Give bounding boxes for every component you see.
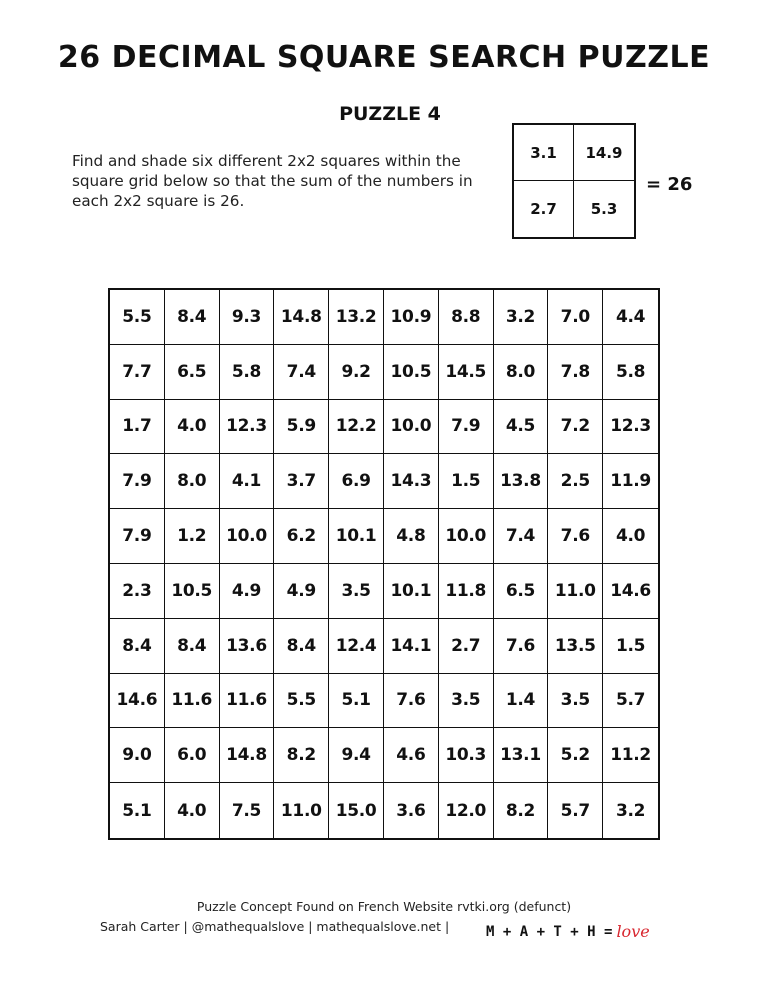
instructions-text: Find and shade six different 2x2 squares within the square grid below so that the sum of the numbers in each 2x2 square is 26.	[72, 152, 473, 210]
grid-cell[interactable]: 7.7	[110, 345, 165, 400]
grid-cell[interactable]: 13.2	[329, 290, 384, 345]
grid-cell[interactable]: 10.9	[384, 290, 439, 345]
grid-cell[interactable]: 7.4	[494, 509, 549, 564]
grid-cell[interactable]: 14.8	[220, 728, 275, 783]
grid-cell[interactable]: 7.2	[548, 400, 603, 455]
example-2x2-square	[512, 123, 636, 239]
puzzle-number: PUZZLE 4	[339, 103, 441, 125]
grid-cell[interactable]: 13.8	[494, 454, 549, 509]
grid-cell[interactable]: 4.8	[384, 509, 439, 564]
grid-cell[interactable]: 11.0	[274, 783, 329, 838]
grid-cell[interactable]: 6.2	[274, 509, 329, 564]
grid-cell[interactable]: 4.5	[494, 400, 549, 455]
grid-cell[interactable]: 6.9	[329, 454, 384, 509]
grid-cell[interactable]: 10.0	[220, 509, 275, 564]
grid-cell[interactable]: 8.0	[494, 345, 549, 400]
grid-cell[interactable]: 5.8	[603, 345, 658, 400]
grid-cell[interactable]: 8.4	[165, 619, 220, 674]
grid-cell[interactable]: 5.7	[548, 783, 603, 838]
grid-cell[interactable]: 7.9	[439, 400, 494, 455]
grid-cell[interactable]: 11.9	[603, 454, 658, 509]
grid-cell[interactable]: 9.4	[329, 728, 384, 783]
grid-cell[interactable]: 2.7	[439, 619, 494, 674]
grid-cell[interactable]: 1.5	[603, 619, 658, 674]
grid-cell[interactable]: 10.5	[165, 564, 220, 619]
grid-cell[interactable]: 14.5	[439, 345, 494, 400]
grid-cell[interactable]: 5.1	[329, 674, 384, 729]
grid-cell[interactable]: 3.5	[439, 674, 494, 729]
grid-cell[interactable]: 7.8	[548, 345, 603, 400]
grid-cell[interactable]: 5.8	[220, 345, 275, 400]
grid-cell[interactable]: 11.0	[548, 564, 603, 619]
grid-cell[interactable]: 14.6	[603, 564, 658, 619]
puzzle-grid	[108, 288, 660, 840]
grid-cell[interactable]: 3.7	[274, 454, 329, 509]
grid-cell[interactable]: 7.0	[548, 290, 603, 345]
grid-cell[interactable]: 7.4	[274, 345, 329, 400]
grid-cell[interactable]: 12.4	[329, 619, 384, 674]
grid-cell[interactable]: 11.6	[220, 674, 275, 729]
grid-cell[interactable]: 6.0	[165, 728, 220, 783]
grid-cell[interactable]: 2.5	[548, 454, 603, 509]
grid-cell[interactable]: 4.0	[165, 400, 220, 455]
grid-cell[interactable]: 10.1	[329, 509, 384, 564]
grid-cell[interactable]: 14.6	[110, 674, 165, 729]
grid-cell[interactable]: 8.8	[439, 290, 494, 345]
page-title: 26 DECIMAL SQUARE SEARCH PUZZLE	[57, 40, 711, 75]
grid-cell[interactable]: 4.4	[603, 290, 658, 345]
grid-cell[interactable]: 8.4	[110, 619, 165, 674]
grid-cell[interactable]: 10.0	[384, 400, 439, 455]
logo-text: M + A + T + H =	[486, 923, 613, 940]
grid-cell[interactable]: 9.2	[329, 345, 384, 400]
grid-cell[interactable]: 4.0	[165, 783, 220, 838]
grid-cell[interactable]: 10.0	[439, 509, 494, 564]
grid-cell[interactable]: 12.3	[603, 400, 658, 455]
grid-cell[interactable]: 4.9	[274, 564, 329, 619]
example-cell: 14.9	[574, 125, 634, 181]
grid-cell[interactable]: 10.3	[439, 728, 494, 783]
grid-cell[interactable]: 9.3	[220, 290, 275, 345]
grid-cell[interactable]: 8.4	[165, 290, 220, 345]
grid-cell[interactable]: 4.6	[384, 728, 439, 783]
grid-cell[interactable]: 9.0	[110, 728, 165, 783]
grid-cell[interactable]: 13.1	[494, 728, 549, 783]
grid-cell[interactable]: 11.2	[603, 728, 658, 783]
grid-cell[interactable]: 15.0	[329, 783, 384, 838]
footer-credit: Puzzle Concept Found on French Website rvtki.org (defunct)	[196, 899, 572, 914]
math-equals-love-logo	[486, 922, 650, 941]
grid-cell[interactable]: 13.5	[548, 619, 603, 674]
grid-cell[interactable]: 1.4	[494, 674, 549, 729]
example-cell: 2.7	[514, 181, 574, 237]
grid-cell[interactable]: 7.5	[220, 783, 275, 838]
grid-cell[interactable]: 14.3	[384, 454, 439, 509]
grid-cell[interactable]: 3.5	[329, 564, 384, 619]
grid-cell[interactable]: 6.5	[165, 345, 220, 400]
grid-cell[interactable]: 12.3	[220, 400, 275, 455]
grid-cell[interactable]: 14.8	[274, 290, 329, 345]
grid-cell[interactable]: 7.6	[494, 619, 549, 674]
grid-cell[interactable]: 7.6	[384, 674, 439, 729]
grid-cell[interactable]: 12.0	[439, 783, 494, 838]
grid-cell[interactable]: 5.5	[110, 290, 165, 345]
grid-cell[interactable]: 3.6	[384, 783, 439, 838]
grid-cell[interactable]: 2.3	[110, 564, 165, 619]
grid-cell[interactable]: 7.6	[548, 509, 603, 564]
grid-cell[interactable]: 4.0	[603, 509, 658, 564]
grid-cell[interactable]: 7.9	[110, 509, 165, 564]
grid-cell[interactable]: 3.2	[615, 800, 646, 821]
grid-cell[interactable]: 8.0	[165, 454, 220, 509]
grid-cell[interactable]: 8.2	[494, 783, 549, 838]
grid-cell[interactable]: 5.5	[274, 674, 329, 729]
logo-love-word: love	[616, 922, 650, 941]
grid-cell[interactable]: 10.1	[384, 564, 439, 619]
grid-cell[interactable]: 1.5	[439, 454, 494, 509]
grid-cell[interactable]: 5.9	[274, 400, 329, 455]
grid-cell[interactable]: 5.2	[548, 728, 603, 783]
grid-cell[interactable]: 3.5	[548, 674, 603, 729]
grid-cell[interactable]: 4.9	[220, 564, 275, 619]
grid-cell[interactable]: 3.2	[494, 290, 549, 345]
example-sum: = 26	[646, 174, 693, 195]
grid-cell[interactable]: 8.4	[274, 619, 329, 674]
grid-cell[interactable]: 10.5	[384, 345, 439, 400]
grid-cell[interactable]: 11.6	[165, 674, 220, 729]
grid-cell[interactable]: 14.1	[384, 619, 439, 674]
footer-author: Sarah Carter | @mathequalslove | mathequalslove.net |	[100, 919, 450, 934]
grid-cell[interactable]: 6.5	[494, 564, 549, 619]
grid-cell[interactable]: 1.7	[110, 400, 165, 455]
grid-cell[interactable]: 8.2	[274, 728, 329, 783]
grid-cell[interactable]: 12.2	[329, 400, 384, 455]
grid-cell[interactable]: 7.9	[110, 454, 165, 509]
grid-cell[interactable]: 11.8	[439, 564, 494, 619]
grid-cell[interactable]: 13.6	[220, 619, 275, 674]
grid-cell[interactable]: 5.1	[110, 783, 165, 838]
grid-cell[interactable]: 5.7	[603, 674, 658, 729]
grid-cell[interactable]: 4.1	[220, 454, 275, 509]
example-cell: 3.1	[514, 125, 574, 181]
grid-cell[interactable]: 1.2	[165, 509, 220, 564]
example-cell: 5.3	[590, 200, 618, 218]
